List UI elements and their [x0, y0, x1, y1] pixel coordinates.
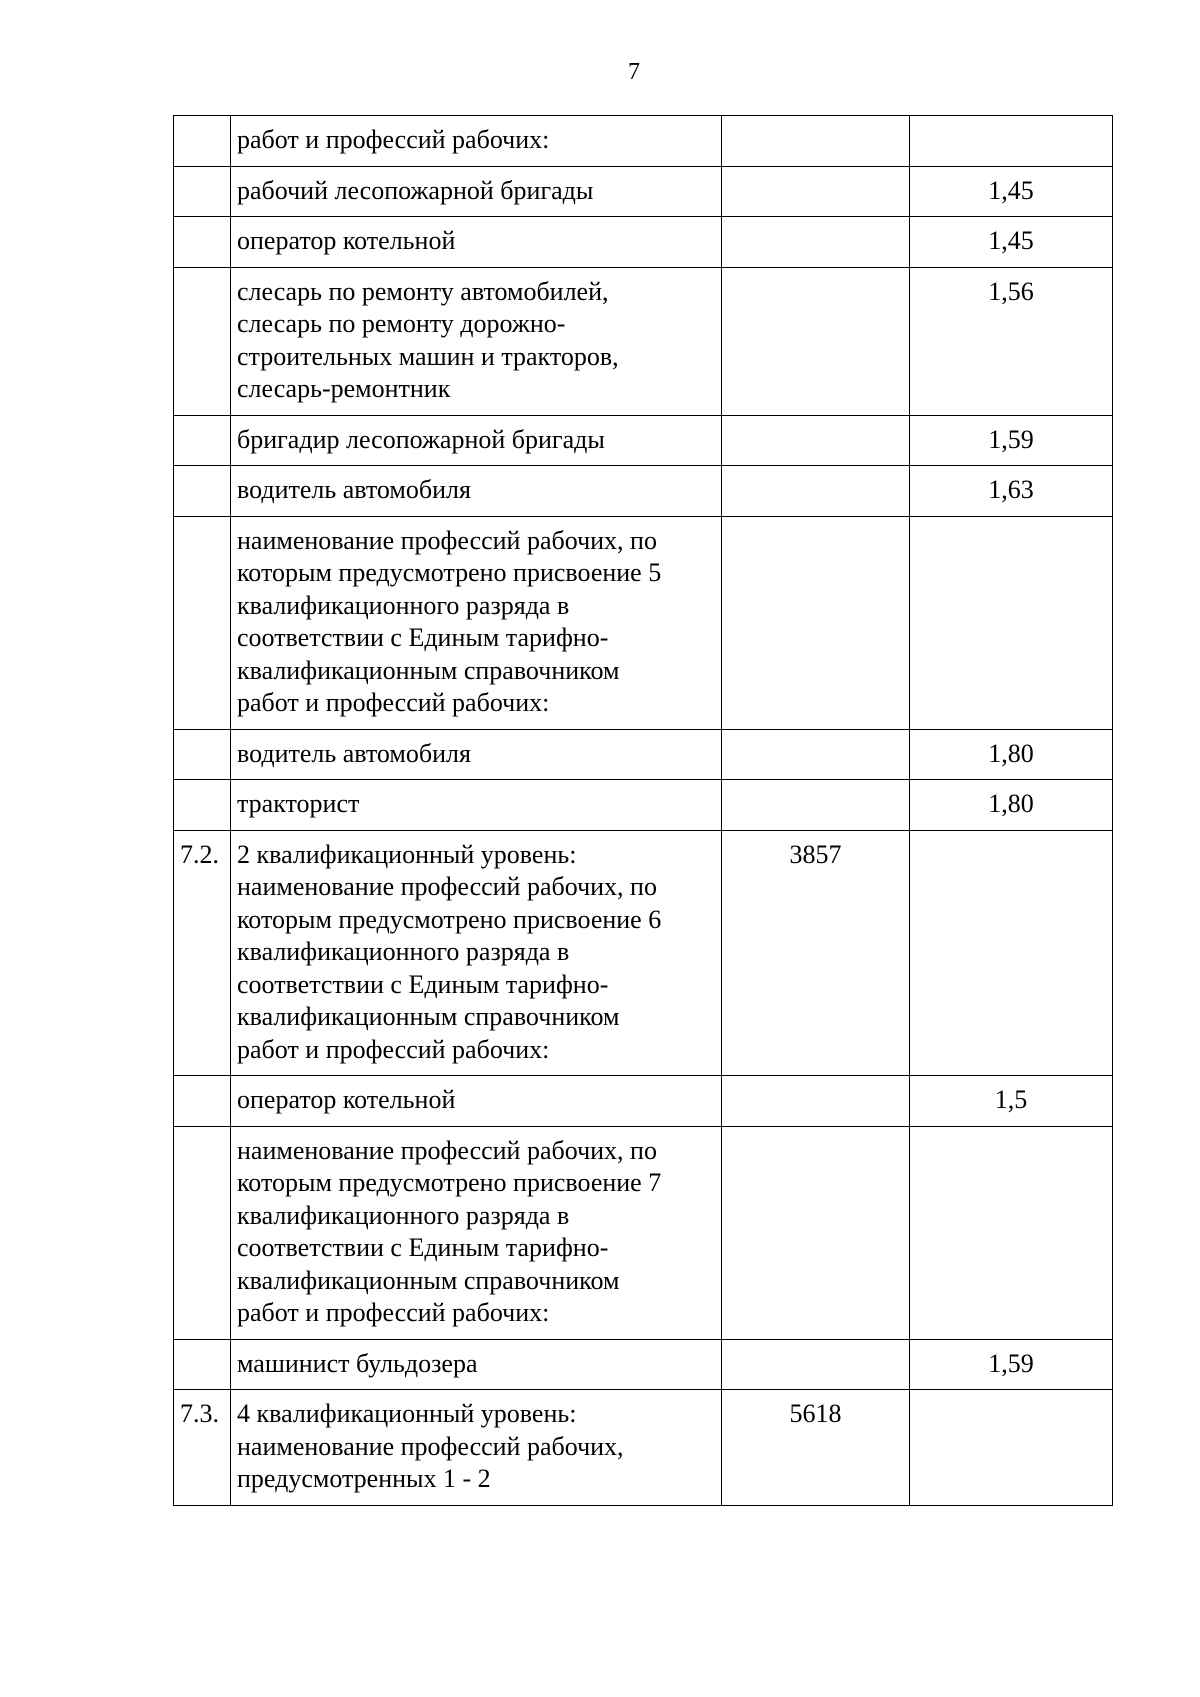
row-number-cell — [174, 166, 231, 217]
profession-name-cell: тракторист — [231, 780, 722, 831]
profession-name-cell: оператор котельной — [231, 217, 722, 268]
row-number-cell — [174, 1126, 231, 1339]
coefficient-cell: 1,59 — [910, 1339, 1113, 1390]
base-salary-cell — [722, 116, 910, 167]
table-row — [174, 516, 1113, 729]
table-row — [174, 415, 1113, 466]
base-salary-cell — [722, 415, 910, 466]
profession-name-cell: 4 квалификационный уровень: наименование профессий рабочих, предусмотренных 1 - 2 — [231, 1390, 722, 1506]
profession-name-cell: наименование профессий рабочих, по которым предусмотрено присвоение 5 квалификационного разряда в соответствии с Единым тарифно- квалификационным справочником работ и профессий рабочих: — [231, 516, 722, 729]
coefficient-cell: 1,63 — [910, 466, 1113, 517]
base-salary-cell: 3857 — [722, 830, 910, 1076]
row-number-cell — [174, 516, 231, 729]
table-row — [174, 267, 1113, 415]
profession-name-cell: наименование профессий рабочих, по которым предусмотрено присвоение 7 квалификационного разряда в соответствии с Единым тарифно- квалификационным справочником работ и профессий рабочих: — [231, 1126, 722, 1339]
table-row — [174, 1339, 1113, 1390]
row-number-cell: 7.2. — [174, 830, 231, 1076]
coefficient-cell — [910, 830, 1113, 1076]
base-salary-cell — [722, 1339, 910, 1390]
row-number-cell — [174, 116, 231, 167]
salary-table — [173, 115, 1113, 1506]
table-row — [174, 1076, 1113, 1127]
row-number-cell — [174, 415, 231, 466]
coefficient-cell — [910, 516, 1113, 729]
table-row — [174, 166, 1113, 217]
profession-name-cell: водитель автомобиля — [231, 729, 722, 780]
row-number-cell — [174, 466, 231, 517]
profession-name-cell: машинист бульдозера — [231, 1339, 722, 1390]
base-salary-cell — [722, 516, 910, 729]
profession-name-cell: бригадир лесопожарной бригады — [231, 415, 722, 466]
base-salary-cell — [722, 729, 910, 780]
coefficient-cell: 1,59 — [910, 415, 1113, 466]
profession-name-cell: слесарь по ремонту автомобилей, слесарь по ремонту дорожно- строительных машин и тракторов, слесарь-ремонтник — [231, 267, 722, 415]
row-number-cell — [174, 1076, 231, 1127]
coefficient-cell: 1,45 — [910, 166, 1113, 217]
profession-name-cell: оператор котельной — [231, 1076, 722, 1127]
row-number-cell — [174, 780, 231, 831]
page-number: 7 — [628, 59, 640, 85]
row-number-cell: 7.3. — [174, 1390, 231, 1506]
base-salary-cell — [722, 166, 910, 217]
table-row — [174, 217, 1113, 268]
coefficient-cell: 1,56 — [910, 267, 1113, 415]
base-salary-cell — [722, 1076, 910, 1127]
coefficient-cell: 1,80 — [910, 729, 1113, 780]
profession-name-cell: рабочий лесопожарной бригады — [231, 166, 722, 217]
row-number-cell — [174, 217, 231, 268]
base-salary-cell — [722, 466, 910, 517]
profession-name-cell: 2 квалификационный уровень: наименование профессий рабочих, по которым предусмотрено присвоение 6 квалификационного разряда в соответствии с Единым тарифно- квалификационным справочником работ и профессий рабочих: — [231, 830, 722, 1076]
table-row — [174, 466, 1113, 517]
base-salary-cell — [722, 780, 910, 831]
table-row — [174, 830, 1113, 1076]
coefficient-cell: 1,5 — [910, 1076, 1113, 1127]
base-salary-cell — [722, 267, 910, 415]
table-row — [174, 1390, 1113, 1506]
table-row — [174, 729, 1113, 780]
table-row — [174, 780, 1113, 831]
coefficient-cell: 1,45 — [910, 217, 1113, 268]
profession-name-cell: работ и профессий рабочих: — [231, 116, 722, 167]
base-salary-cell — [722, 1126, 910, 1339]
row-number-cell — [174, 267, 231, 415]
base-salary-cell: 5618 — [722, 1390, 910, 1506]
row-number-cell — [174, 1339, 231, 1390]
coefficient-cell: 1,80 — [910, 780, 1113, 831]
base-salary-cell — [722, 217, 910, 268]
coefficient-cell — [910, 116, 1113, 167]
row-number-cell — [174, 729, 231, 780]
profession-name-cell: водитель автомобиля — [231, 466, 722, 517]
table-row — [174, 116, 1113, 167]
table-row — [174, 1126, 1113, 1339]
coefficient-cell — [910, 1390, 1113, 1506]
coefficient-cell — [910, 1126, 1113, 1339]
